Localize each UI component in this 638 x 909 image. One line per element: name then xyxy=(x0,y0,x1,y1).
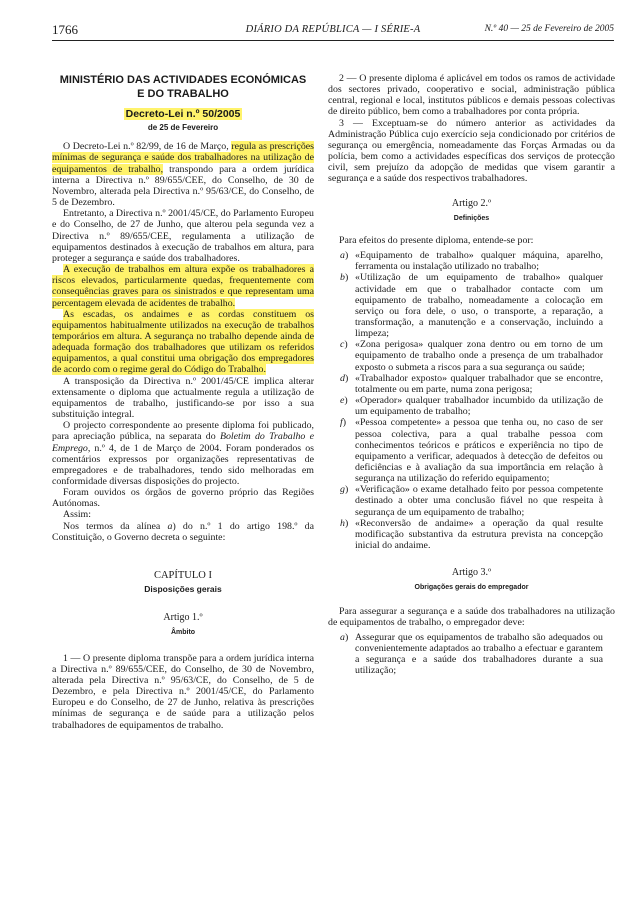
chapter-title: CAPÍTULO I xyxy=(153,569,213,581)
journal-title: DIÁRIO DA REPÚBLICA — I SÉRIE-A xyxy=(245,24,421,35)
obligations-list xyxy=(328,632,615,677)
alinea-label: a xyxy=(167,520,173,532)
left-column xyxy=(52,73,314,731)
article-2-subtitle: Definições xyxy=(453,214,490,222)
page-number: 1766 xyxy=(52,22,78,37)
article-3-subtitle: Obrigações gerais do empregador xyxy=(414,584,529,592)
paragraph-4 xyxy=(52,309,314,376)
list-item xyxy=(328,272,615,339)
item-label: b) xyxy=(340,272,349,284)
text-run: , n.º 4, de 1 de Março de 2004. Foram ponderados os comentários expressos por organizações representativas de empregadores e de trabalhadores, tendo sido melhoradas em conformidade diversas disposições do projecto. xyxy=(52,442,314,487)
item-label: g) xyxy=(340,484,349,496)
article-3-title: Artigo 3.º xyxy=(451,567,492,579)
item-text: «Verificação» o exame detalhado feito por pessoa competente destinado a obter uma conclusão fiável no que respeita à segurança de um equipamento de trabalho; xyxy=(355,484,603,518)
paragraph-7: Foram ouvidos os órgãos de governo próprio das Regiões Autónomas. xyxy=(52,487,314,510)
item-label: d) xyxy=(340,372,349,384)
definitions-list xyxy=(328,250,615,551)
page-header xyxy=(52,22,614,41)
paragraph-6 xyxy=(52,420,314,487)
text-run: Nos termos da alínea xyxy=(63,520,168,532)
paragraph-8: Assim: xyxy=(63,509,91,521)
issue-info: N.º 40 — 25 de Fevereiro de 2005 xyxy=(484,24,614,34)
ministry-line-1: MINISTÉRIO DAS ACTIVIDADES ECONÓMICAS xyxy=(59,74,307,86)
chapter-subtitle: Disposições gerais xyxy=(144,584,222,595)
text-run: O Decreto-Lei n.º 82/99, de 16 de Março, xyxy=(63,141,232,153)
item-text: Assegurar que os equipamentos de trabalho são adequados ou convenientemente adaptados ao trabalho a efectuar e garantem a segurança e a saúde dos trabalhadores durante a sua utilização; xyxy=(355,631,603,677)
article-1-title: Artigo 1.º xyxy=(163,612,203,624)
decree-title xyxy=(52,109,314,120)
list-item xyxy=(328,417,615,484)
article-1-subtitle: Âmbito xyxy=(170,629,196,637)
article-1-paragraph-2: 2 — O presente diploma é aplicável em todos os ramos de actividade dos sectores privado, cooperativo e social, administração pública central, regional e local, institutos públicos e demais pessoas colectivas de direito público, bem como a trabalhadores por conta própria. xyxy=(328,73,615,118)
paragraph-2: Entretanto, a Directiva n.º 2001/45/CE, do Parlamento Europeu e do Conselho, de 27 de Junho, que alterou pela segunda vez a Directiva n.º 89/655/CEE, regulamenta a utilização de equipamentos destinados à execução de trabalhos em altura, para proteger a segurança e saúde dos trabalhadores. xyxy=(52,208,314,264)
list-item xyxy=(328,373,615,395)
item-text: «Pessoa competente» a pessoa que tenha ou, no caso de ser pessoa colectiva, para a qual trabalhe pessoa com conhecimentos teóricos e práticos e experiência no tipo de equipamento a verificar, adequados à detecção de defeitos ou deficiências e à avaliação da sua importância em relação à segurança na utilização do referido equipamento; xyxy=(355,417,603,485)
right-column xyxy=(328,73,615,677)
item-label: h) xyxy=(340,517,349,529)
item-text: «Utilização de um equipamento de trabalho» qualquer actividade em que o trabalhador contacte com um equipamento de trabalho, nomeadamente a colocação em serviço ou fora dele, o uso, o transporte, a reparação, a transformação, a manutenção e a conservação, incluindo a limpeza; xyxy=(355,272,603,340)
item-text: «Reconversão de andaime» a operação da qual resulte modificação substantiva da estrutura prevista na concepção inicial do andaime. xyxy=(355,517,603,552)
item-label: a) xyxy=(340,250,349,262)
item-label: f) xyxy=(340,417,347,429)
article-1-paragraph-3: 3 — Exceptuam-se do número anterior as actividades da Administração Pública cujo exercício seja condicionado por critérios de segurança ou emergência, nomeadamente das Forças Armadas ou da polícia, bem como a actividades específicas dos serviços de protecção civil, sem prejuízo da adopção de medidas que visem garantir a segurança e a saúde dos respectivos trabalhadores. xyxy=(328,117,615,185)
article-2-title: Artigo 2.º xyxy=(451,197,492,209)
publication-title: Boletim do Trabalho e Emprego xyxy=(52,431,314,454)
highlighted-text: A execução de trabalhos em altura expõe os trabalhadores a riscos elevados, particularmente quedas, frequentemente com consequências graves para os sinistrados e que representam uma percentagem elevada de acidentes de trabalho. xyxy=(52,264,314,309)
decree-title-text: Decreto-Lei n.º 50/2005 xyxy=(125,108,241,120)
list-item xyxy=(328,484,615,517)
item-label: c) xyxy=(340,339,348,351)
decree-date: de 25 de Fevereiro xyxy=(147,123,219,133)
item-text: «Operador» qualquer trabalhador incumbido da utilização de um equipamento de trabalho; xyxy=(355,395,603,418)
item-text: «Zona perigosa» qualquer zona dentro ou em torno de um equipamento de trabalho onde a presença de um trabalhador exposto o submeta a riscos para a sua segurança ou saúde; xyxy=(355,339,603,373)
article-1-paragraph-1: 1 — O presente diploma transpõe para a ordem jurídica interna a Directiva n.º 89/655/CEE, do Conselho, de 30 de Novembro, alterada pela Directiva n.º 95/63/CE, do Conselho, de 5 de Dezembro, e pela Directiva n.º 2001/45/CE, do Parlamento Europeu e do Conselho, de 27 de Junho, relativa às prescrições mínimas de segurança e de saúde para a utilização pelos trabalhadores de equipamentos de trabalho. xyxy=(52,652,314,731)
ministry-line-2: E DO TRABALHO xyxy=(137,88,229,100)
text-run: transpondo para a ordem jurídica interna a Directiva n.º 89/655/CEE, do Conselho, de 30 de Novembro, alterada pela Directiva n.º 95/63/CE, do Conselho, de 5 de Dezembro. xyxy=(52,163,314,209)
item-label: a) xyxy=(340,631,349,643)
highlighted-text: regula as prescrições mínimas de segurança e saúde dos trabalhadores na utilização de equipamentos de trabalho, xyxy=(52,141,314,175)
list-item xyxy=(328,250,615,272)
paragraph-9 xyxy=(52,521,314,543)
article-3-intro: Para assegurar a segurança e a saúde dos trabalhadores na utilização de equipamentos de trabalho, o empregador deve: xyxy=(328,605,615,628)
item-text: «Equipamento de trabalho» qualquer máquina, aparelho, ferramenta ou instalação utilizado no trabalho; xyxy=(355,250,603,273)
list-item xyxy=(328,339,615,372)
item-label: e) xyxy=(340,395,348,407)
paragraph-5: A transposição da Directiva n.º 2001/45/CE implica alterar extensamente o diploma que actualmente regula a utilização de equipamentos de trabalho, justificando-se por isso a sua substituição integral. xyxy=(52,375,314,421)
item-text: «Trabalhador exposto» qualquer trabalhador que se encontre, totalmente ou em parte, numa zona perigosa; xyxy=(355,372,603,395)
paragraph-3 xyxy=(52,264,314,309)
paragraph-1 xyxy=(52,141,314,208)
highlighted-text: As escadas, os andaimes e as cordas constituem os equipamentos habitualmente utilizados na execução de trabalhos temporários em altura. A segurança no trabalho depende ainda de adequada formação dos trabalhadores que utilizam os referidos equipamentos, a qual constitui uma obrigação dos empregadores de acordo com o regime geral do Código do Trabalho. xyxy=(52,308,314,376)
list-item xyxy=(328,518,615,551)
list-item xyxy=(328,395,615,417)
list-item xyxy=(328,632,615,677)
text-run: O projecto correspondente ao presente diploma foi publicado, para apreciação pública, na separata do xyxy=(52,420,314,443)
article-2-intro: Para efeitos do presente diploma, entende-se por: xyxy=(339,234,534,246)
text-run: ) do n.º 1 do artigo 198.º da Constituição, o Governo decreta o seguinte: xyxy=(52,520,314,543)
ministry-heading xyxy=(52,73,314,101)
